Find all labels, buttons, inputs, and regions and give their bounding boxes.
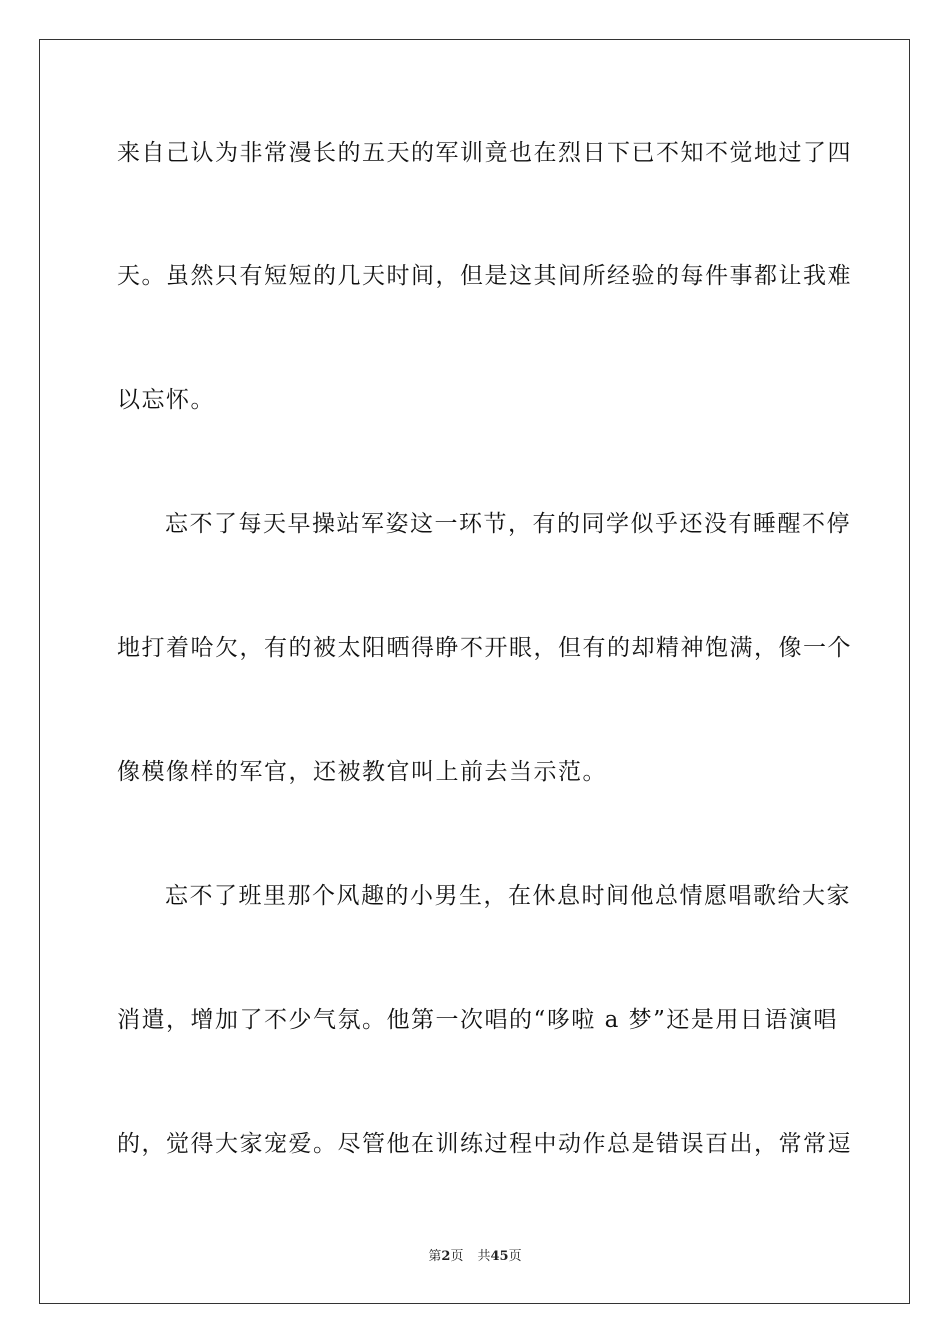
text-line-3: 以忘怀。 bbox=[117, 387, 215, 413]
text-line-8: 消遣，增加了不少气氛。他第一次唱的“哆啦 a 梦”还是用日语演唱 bbox=[117, 1007, 838, 1033]
total-prefix: 共 bbox=[477, 1249, 491, 1264]
page-border bbox=[39, 39, 910, 1304]
text-line-6: 像模像样的军官，还被教官叫上前去当示范。 bbox=[117, 759, 607, 785]
page-prefix: 第 bbox=[428, 1249, 442, 1264]
page-suffix: 页 bbox=[450, 1249, 464, 1264]
page-number: 2 bbox=[441, 1249, 451, 1264]
text-line-4: 忘不了每天早操站军姿这一环节，有的同学似乎还没有睡醒不停 bbox=[165, 511, 851, 537]
text-line-1: 来自己认为非常漫长的五天的军训竟也在烈日下已不知不觉地过了四 bbox=[117, 140, 852, 166]
text-line-2: 天。虽然只有短短的几天时间，但是这其间所经验的每件事都让我难 bbox=[117, 263, 852, 289]
text-line-5: 地打着哈欠，有的被太阳晒得睁不开眼，但有的却精神饱满，像一个 bbox=[117, 635, 852, 661]
page-footer bbox=[0, 1248, 950, 1266]
text-line-7: 忘不了班里那个风趣的小男生，在休息时间他总情愿唱歌给大家 bbox=[165, 883, 851, 909]
total-suffix: 页 bbox=[508, 1249, 522, 1264]
total-pages: 45 bbox=[490, 1249, 509, 1264]
text-line-9: 的，觉得大家宠爱。尽管他在训练过程中动作总是错误百出，常常逗 bbox=[117, 1131, 852, 1157]
